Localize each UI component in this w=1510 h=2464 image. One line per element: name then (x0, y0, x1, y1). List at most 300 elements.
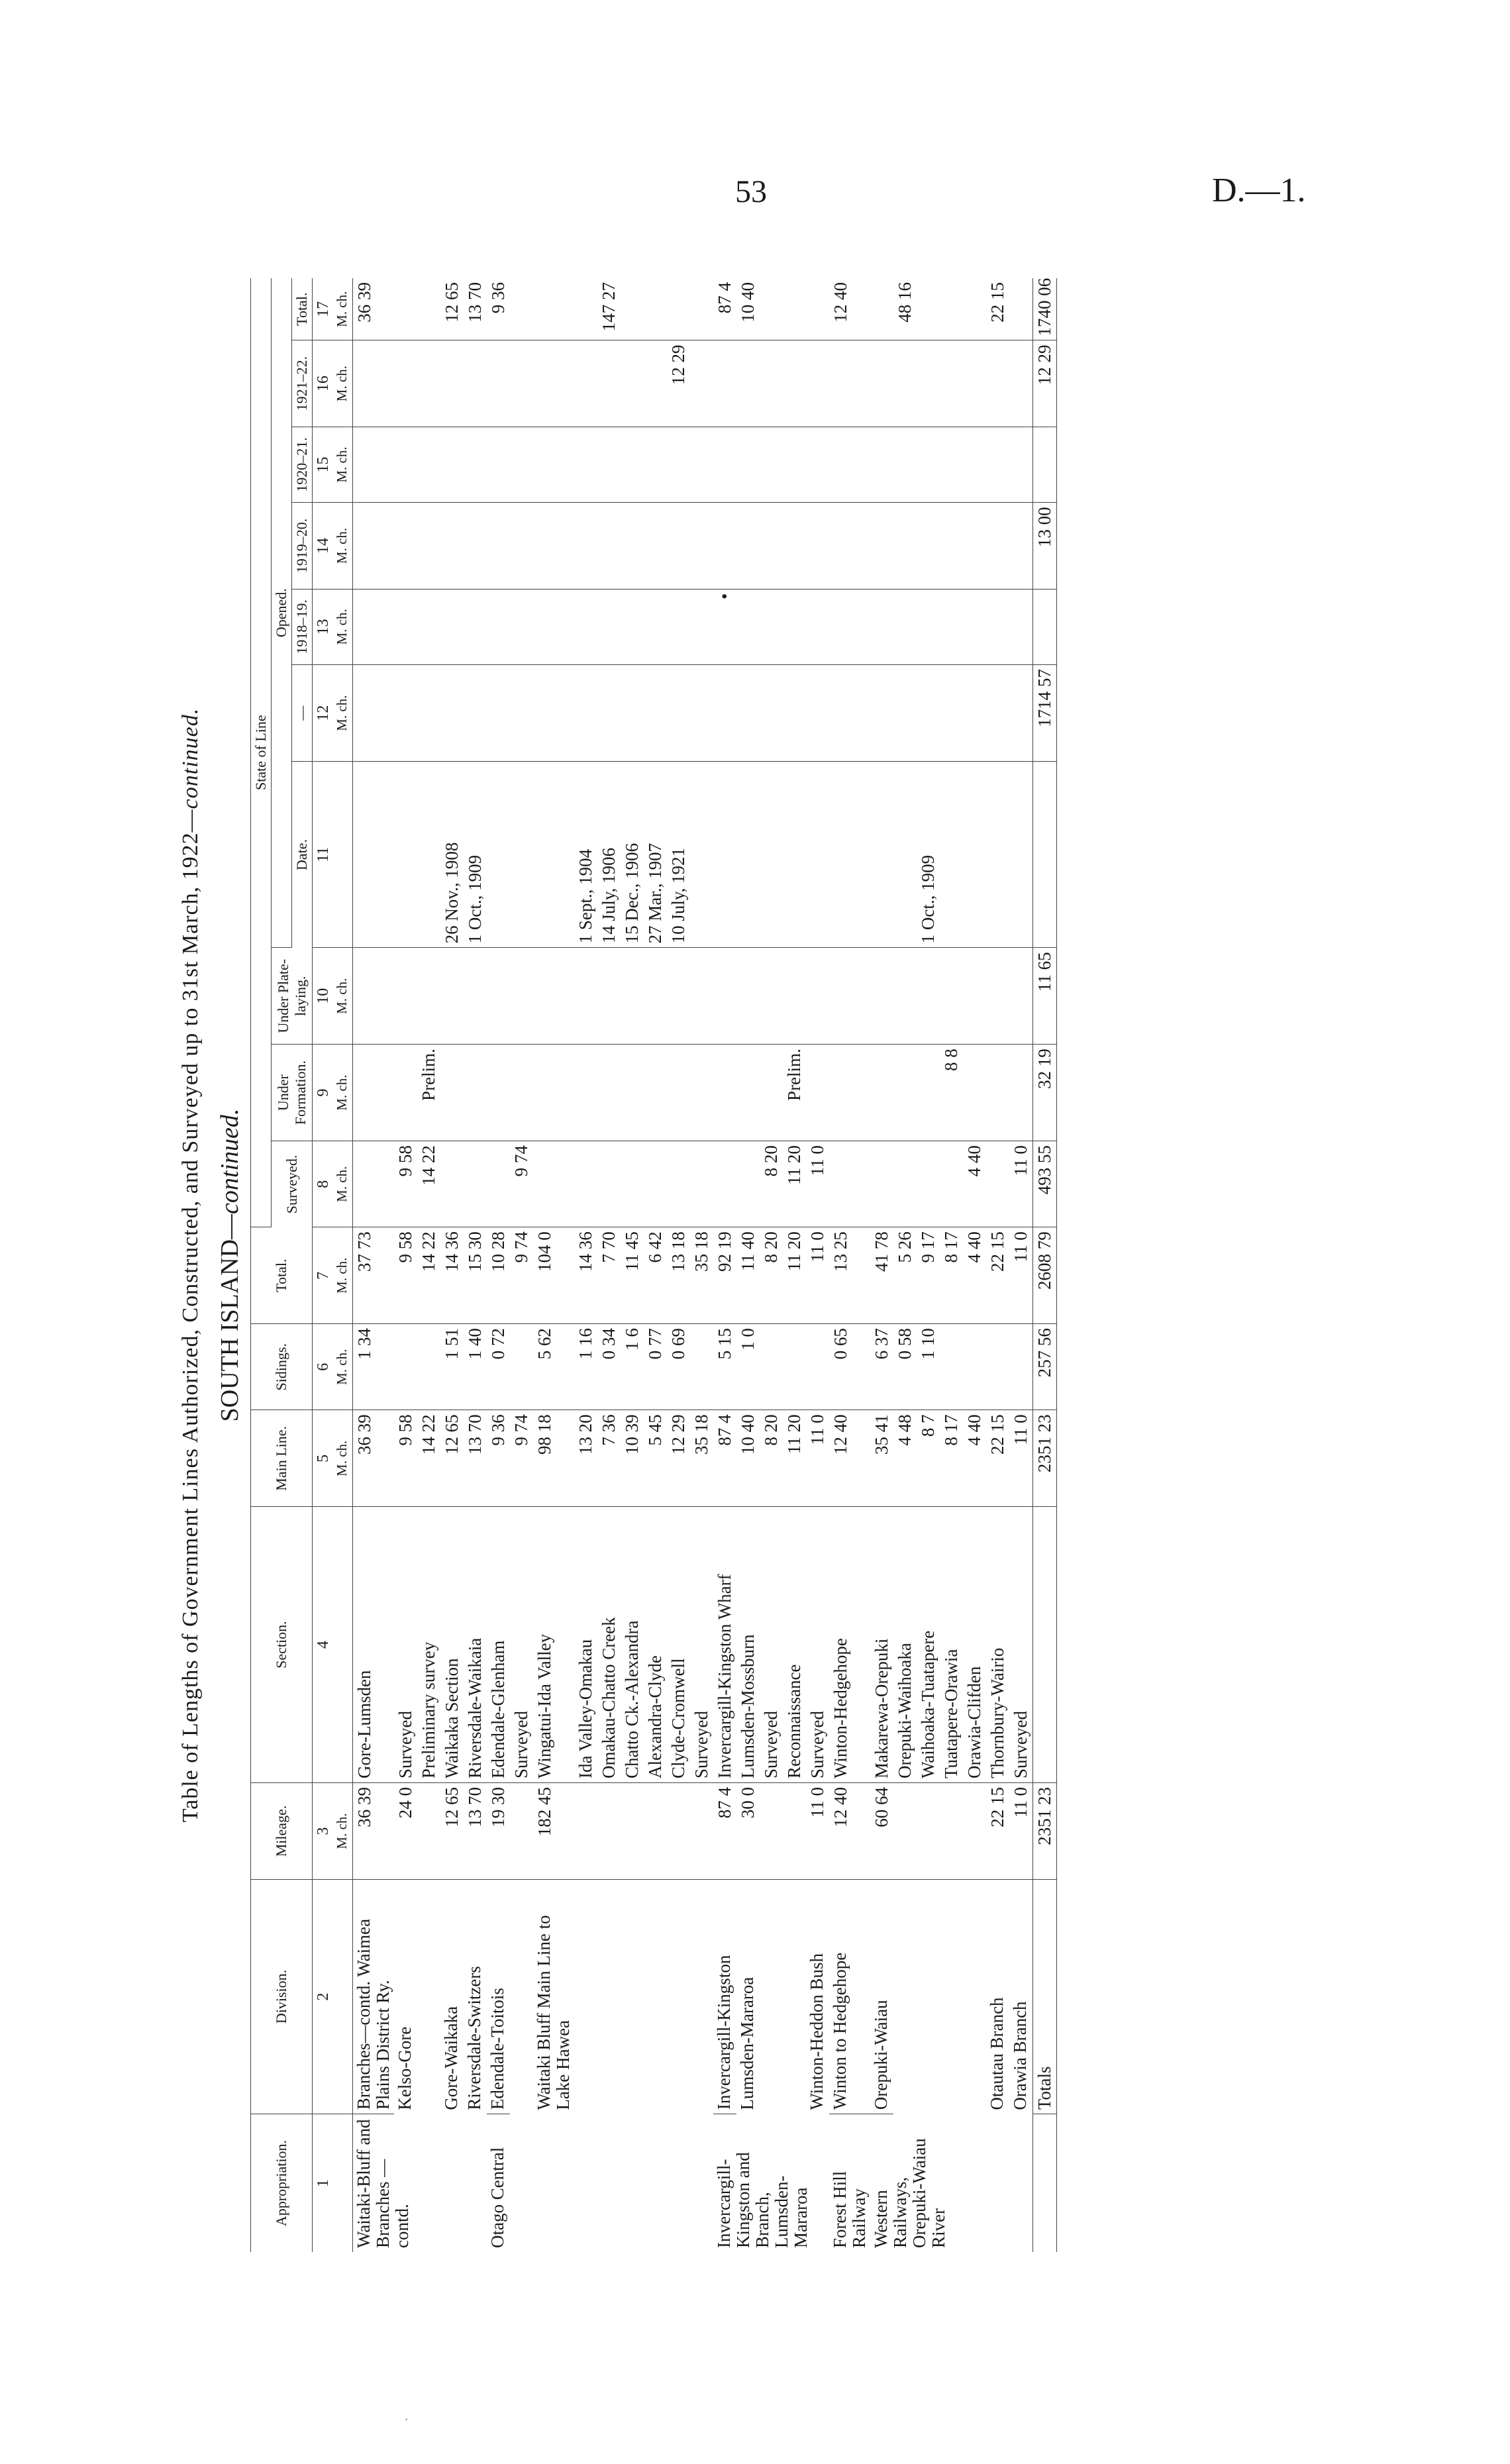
date-cell: 1 Oct., 1909 (464, 762, 487, 948)
main-line-cell: 10 40 (736, 1410, 760, 1507)
section-cell: Invercargill-Kingston Wharf (713, 1507, 736, 1783)
surveyed-cell (597, 1141, 621, 1227)
under-formation-cell (487, 1045, 510, 1141)
totals-1918 (1033, 589, 1057, 665)
table-title-main: Table of Lengths of Government Lines Authorized, Constructed, and Surveyed up to 31st March, 1922— (178, 809, 203, 1823)
section-cell: Tuatapere-Orawia (940, 1507, 963, 1783)
division-cell (597, 1879, 621, 2114)
table-row (940, 278, 963, 2252)
totals-row (1033, 278, 1057, 2252)
date-cell: 15 Dec., 1906 (621, 762, 644, 948)
opened-1918-cell (574, 589, 597, 665)
section-cell: Surveyed (510, 1507, 533, 1783)
sidings-cell: 1 16 (574, 1324, 597, 1410)
total-opened-cell: 22 15 (986, 278, 1009, 340)
section-cell: Preliminary survey (417, 1507, 440, 1783)
main-line-cell: 13 20 (574, 1410, 597, 1507)
mileage-cell (893, 1783, 917, 1880)
surveyed-cell (644, 1141, 667, 1227)
table-row (353, 278, 395, 2252)
total-cell: 37 73 (353, 1227, 395, 1324)
under-formation-cell (806, 1045, 829, 1141)
opened-1919-cell (574, 503, 597, 589)
opened-cell (829, 665, 870, 762)
header-dash: — (292, 665, 313, 762)
table-row (783, 278, 806, 2252)
section-cell: Surveyed (690, 1507, 713, 1783)
surveyed-cell: 4 40 (963, 1141, 986, 1227)
opened-1920-cell (464, 427, 487, 503)
total-opened-cell (621, 278, 644, 340)
opened-1919-cell (487, 503, 510, 589)
under-formation-cell (394, 1045, 417, 1141)
header-sidings: Sidings. (251, 1324, 313, 1410)
total-cell: 8 17 (940, 1227, 963, 1324)
opened-1919-cell (917, 503, 940, 589)
total-opened-cell: 147 27 (597, 278, 621, 340)
under-formation-cell: Prelim. (783, 1045, 806, 1141)
mileage-cell: 12 65 (440, 1783, 464, 1880)
division-cell (760, 1879, 783, 2114)
under-platelaying-cell (917, 948, 940, 1045)
opened-cell (464, 665, 487, 762)
under-platelaying-cell (829, 948, 870, 1045)
division-cell (783, 1879, 806, 2114)
mileage-cell: 30 0 (736, 1783, 760, 1880)
page-number: 53 (735, 174, 767, 209)
table-row (533, 278, 574, 2252)
opened-1921-cell: 12 29 (667, 340, 690, 427)
header-1918: 1918–19. (292, 589, 313, 665)
total-opened-cell: 10 40 (736, 278, 760, 340)
sidings-cell: 0 34 (597, 1324, 621, 1410)
mileage-cell: 12 40 (829, 1783, 870, 1880)
total-cell: 7 70 (597, 1227, 621, 1324)
opened-1919-cell (621, 503, 644, 589)
main-line-cell: 36 39 (353, 1410, 395, 1507)
total-opened-cell: 9 36 (487, 278, 510, 340)
column-number: 16 M. ch. (313, 340, 353, 427)
total-cell: 22 15 (986, 1227, 1009, 1324)
opened-1921-cell (690, 340, 713, 427)
header-under-formation: Under Formation. (272, 1045, 313, 1141)
table-row (760, 278, 783, 2252)
opened-1919-cell (713, 503, 736, 589)
surveyed-cell (487, 1141, 510, 1227)
header-1920: 1920–21. (292, 427, 313, 503)
total-cell: 14 22 (417, 1227, 440, 1324)
section-cell: Omakau-Chatto Creek (597, 1507, 621, 1783)
date-cell (829, 762, 870, 948)
opened-1919-cell (940, 503, 963, 589)
surveyed-cell: 9 74 (510, 1141, 533, 1227)
date-cell (736, 762, 760, 948)
division-cell (917, 1879, 940, 2114)
division-cell: Otautau Branch (987, 1997, 1007, 2110)
sidings-cell (510, 1324, 533, 1410)
opened-1921-cell (574, 340, 597, 427)
total-cell: 11 0 (806, 1227, 829, 1324)
column-number: 13 M. ch. (313, 589, 353, 665)
total-opened-cell: 48 16 (893, 278, 917, 340)
mileage-cell: 36 39 (353, 1783, 395, 1880)
total-cell: 6 42 (644, 1227, 667, 1324)
under-platelaying-cell (690, 948, 713, 1045)
totals-surveyed: 493 55 (1033, 1141, 1057, 1227)
opened-cell (963, 665, 986, 762)
under-formation-cell (644, 1045, 667, 1141)
opened-1921-cell (417, 340, 440, 427)
opened-1918-cell (621, 589, 644, 665)
opened-cell (533, 665, 574, 762)
under-platelaying-cell (783, 948, 806, 1045)
totals-opened: 1714 57 (1033, 665, 1057, 762)
opened-1921-cell (621, 340, 644, 427)
table-row (440, 278, 464, 2252)
appropriation-cell: Waitaki-Bluff and Branches —contd. (354, 2119, 412, 2248)
opened-1918-cell (986, 589, 1009, 665)
table-row (893, 278, 917, 2252)
mileage-cell (417, 1783, 440, 1880)
division-cell (940, 1879, 963, 2114)
opened-cell (893, 665, 917, 762)
opened-1920-cell (760, 427, 783, 503)
under-platelaying-cell (893, 948, 917, 1045)
opened-1920-cell (667, 427, 690, 503)
under-formation-cell (986, 1045, 1009, 1141)
section-cell: Surveyed (806, 1507, 829, 1783)
surveyed-cell (574, 1141, 597, 1227)
surveyed-cell (690, 1141, 713, 1227)
mileage-cell: 11 0 (806, 1783, 829, 1880)
table-row (574, 278, 597, 2252)
sidings-cell: 0 65 (829, 1324, 870, 1410)
header-date: Date. (292, 762, 313, 948)
under-platelaying-cell (353, 948, 395, 1045)
sidings-cell: 1 6 (621, 1324, 644, 1410)
appropriation-cell: Western Railways, Orepuki-Waiau River (871, 2138, 948, 2248)
main-line-cell: 8 17 (940, 1410, 963, 1507)
sidings-cell (940, 1324, 963, 1410)
table-row (394, 278, 417, 2252)
total-opened-cell: 13 70 (464, 278, 487, 340)
division-cell: Riversdale-Switzers (464, 1966, 484, 2110)
table-row (464, 278, 487, 2252)
header-opened: Opened. (272, 278, 292, 948)
mileage-cell (667, 1783, 690, 1880)
section-cell: Alexandra-Clyde (644, 1507, 667, 1783)
under-platelaying-cell (736, 948, 760, 1045)
main-line-cell: 22 15 (986, 1410, 1009, 1507)
sidings-cell (806, 1324, 829, 1410)
surveyed-cell (829, 1141, 870, 1227)
opened-1921-cell (940, 340, 963, 427)
mileage-cell (644, 1783, 667, 1880)
section-cell: Orepuki-Waihoaka (893, 1507, 917, 1783)
table-subtitle-continued: continued. (216, 1108, 244, 1214)
date-cell (533, 762, 574, 948)
main-line-cell: 12 40 (829, 1410, 870, 1507)
opened-1921-cell (1009, 340, 1033, 427)
sidings-cell: 5 15 (713, 1324, 736, 1410)
main-line-cell: 11 0 (1009, 1410, 1033, 1507)
division-cell (644, 1879, 667, 2114)
opened-1919-cell (394, 503, 417, 589)
opened-cell (394, 665, 417, 762)
opened-1918-cell (417, 589, 440, 665)
mileage-cell (621, 1783, 644, 1880)
date-cell (760, 762, 783, 948)
opened-1918-cell (870, 589, 893, 665)
opened-1918-cell (829, 589, 870, 665)
header-under-platelaying: Under Plate-laying. (272, 948, 313, 1045)
under-formation-cell (1009, 1045, 1033, 1141)
mileage-cell (940, 1783, 963, 1880)
opened-1919-cell (986, 503, 1009, 589)
column-number: 15 M. ch. (313, 427, 353, 503)
under-formation-cell: Prelim. (417, 1045, 440, 1141)
totals-blank (1033, 2114, 1057, 2252)
section-cell: Waikaka Section (440, 1507, 464, 1783)
opened-cell (440, 665, 464, 762)
total-opened-cell: 36 39 (353, 278, 395, 340)
section-cell: Clyde-Cromwell (667, 1507, 690, 1783)
column-number: 3 M. ch. (313, 1783, 353, 1880)
opened-1919-cell (829, 503, 870, 589)
sidings-cell (690, 1324, 713, 1410)
under-platelaying-cell (806, 948, 829, 1045)
under-platelaying-cell (487, 948, 510, 1045)
date-cell: 10 July, 1921 (667, 762, 690, 948)
sidings-cell (986, 1324, 1009, 1410)
opened-cell (690, 665, 713, 762)
opened-cell (713, 665, 736, 762)
opened-1919-cell (667, 503, 690, 589)
section-cell: Chatto Ck.-Alexandra (621, 1507, 644, 1783)
opened-cell (510, 665, 533, 762)
total-cell: 14 36 (574, 1227, 597, 1324)
main-line-cell: 11 20 (783, 1410, 806, 1507)
total-opened-cell: 12 65 (440, 278, 464, 340)
totals-total: 2608 79 (1033, 1227, 1057, 1324)
opened-cell (487, 665, 510, 762)
opened-cell (986, 665, 1009, 762)
stray-mark: · (404, 2411, 409, 2428)
sidings-cell: 0 69 (667, 1324, 690, 1410)
total-cell: 92 19 (713, 1227, 736, 1324)
opened-1919-cell (597, 503, 621, 589)
date-cell: 26 Nov., 1908 (440, 762, 464, 948)
table-row (806, 278, 829, 2252)
opened-1920-cell (783, 427, 806, 503)
division-cell (690, 1879, 713, 2114)
section-cell: Reconnaissance (783, 1507, 806, 1783)
under-platelaying-cell (986, 948, 1009, 1045)
opened-cell (597, 665, 621, 762)
totals-1920 (1033, 427, 1057, 503)
header-main-line: Main Line. (251, 1410, 313, 1507)
division-cell: Winton-Heddon Bush (807, 1953, 827, 2110)
total-opened-cell (963, 278, 986, 340)
surveyed-cell (533, 1141, 574, 1227)
opened-1918-cell (464, 589, 487, 665)
total-cell: 11 40 (736, 1227, 760, 1324)
under-formation-cell (621, 1045, 644, 1141)
opened-1918-cell (940, 589, 963, 665)
column-number: 6 M. ch. (313, 1324, 353, 1410)
opened-1921-cell (783, 340, 806, 427)
section-cell: Winton-Hedgehope (829, 1507, 870, 1783)
under-platelaying-cell (1009, 948, 1033, 1045)
total-opened-cell (417, 278, 440, 340)
opened-1919-cell (736, 503, 760, 589)
total-cell: 9 74 (510, 1227, 533, 1324)
opened-1918-cell (353, 589, 395, 665)
surveyed-cell (464, 1141, 487, 1227)
under-formation-cell (870, 1045, 893, 1141)
main-line-cell: 35 41 (870, 1410, 893, 1507)
opened-1920-cell (440, 427, 464, 503)
under-platelaying-cell (963, 948, 986, 1045)
table-row (829, 278, 870, 2252)
opened-1918-cell: • (713, 589, 736, 665)
opened-1920-cell (690, 427, 713, 503)
mileage-cell (510, 1783, 533, 1880)
mileage-cell (597, 1783, 621, 1880)
column-number: 4 (313, 1507, 353, 1783)
table-row (417, 278, 440, 2252)
table-row (597, 278, 621, 2252)
totals-under-platelaying: 11 65 (1033, 948, 1057, 1045)
opened-1920-cell (597, 427, 621, 503)
under-platelaying-cell (940, 948, 963, 1045)
surveyed-cell: 9 58 (394, 1141, 417, 1227)
column-number-row (313, 278, 353, 2252)
opened-1920-cell (870, 427, 893, 503)
division-cell (417, 1879, 440, 2114)
opened-cell (917, 665, 940, 762)
section-cell: Waihoaka-Tuatapere (917, 1507, 940, 1783)
under-formation-cell (963, 1045, 986, 1141)
total-opened-cell (917, 278, 940, 340)
mileage-cell: 24 0 (394, 1783, 417, 1880)
table-row (487, 278, 510, 2252)
under-platelaying-cell (440, 948, 464, 1045)
totals-label: Totals (1033, 1879, 1057, 2114)
sidings-cell: 5 62 (533, 1324, 574, 1410)
main-line-cell: 5 45 (644, 1410, 667, 1507)
appropriation-cell: Forest Hill Railway (830, 2171, 869, 2248)
opened-1918-cell (394, 589, 417, 665)
under-formation-cell (464, 1045, 487, 1141)
sidings-cell: 0 58 (893, 1324, 917, 1410)
column-number: 12 M. ch. (313, 665, 353, 762)
under-formation-cell (597, 1045, 621, 1141)
main-line-cell: 7 36 (597, 1410, 621, 1507)
date-cell: 1 Sept., 1904 (574, 762, 597, 948)
opened-1919-cell (783, 503, 806, 589)
date-cell: 27 Mar., 1907 (644, 762, 667, 948)
opened-1918-cell (667, 589, 690, 665)
lines-table (250, 278, 1057, 2252)
mileage-cell: 87 4 (713, 1783, 736, 1880)
opened-cell (806, 665, 829, 762)
opened-1920-cell (963, 427, 986, 503)
opened-cell (621, 665, 644, 762)
date-cell (487, 762, 510, 948)
table-subtitle (209, 278, 250, 2252)
opened-1920-cell (533, 427, 574, 503)
opened-1918-cell (597, 589, 621, 665)
header-total-opened: Total. (292, 278, 313, 340)
opened-cell (1009, 665, 1033, 762)
totals-date (1033, 762, 1057, 948)
mileage-cell: 13 70 (464, 1783, 487, 1880)
column-number: 2 (313, 1879, 353, 2114)
total-cell: 11 20 (783, 1227, 806, 1324)
opened-1920-cell (986, 427, 1009, 503)
sidings-cell: 1 40 (464, 1324, 487, 1410)
table-title-continued: continued. (178, 707, 203, 809)
opened-1920-cell (1009, 427, 1033, 503)
section-cell: Wingatui-Ida Valley (533, 1507, 574, 1783)
surveyed-cell (893, 1141, 917, 1227)
total-cell: 41 78 (870, 1227, 893, 1324)
surveyed-cell (917, 1141, 940, 1227)
sidings-cell (394, 1324, 417, 1410)
table-row (963, 278, 986, 2252)
table-subtitle-main: SOUTH ISLAND— (216, 1213, 244, 1422)
date-cell (870, 762, 893, 948)
column-number: 7 M. ch. (313, 1227, 353, 1324)
division-cell: Orawia Branch (1010, 2001, 1030, 2110)
division-cell (667, 1879, 690, 2114)
opened-cell (870, 665, 893, 762)
section-cell: Gore-Lumsden (353, 1507, 395, 1783)
division-cell (963, 1879, 986, 2114)
total-cell: 15 30 (464, 1227, 487, 1324)
opened-1920-cell (736, 427, 760, 503)
surveyed-cell (440, 1141, 464, 1227)
opened-1921-cell (963, 340, 986, 427)
opened-1919-cell (644, 503, 667, 589)
date-cell (417, 762, 440, 948)
under-platelaying-cell (464, 948, 487, 1045)
total-cell: 11 45 (621, 1227, 644, 1324)
opened-1920-cell (940, 427, 963, 503)
opened-cell (760, 665, 783, 762)
surveyed-cell: 11 0 (1009, 1141, 1033, 1227)
total-cell: 5 26 (893, 1227, 917, 1324)
total-cell: 9 58 (394, 1227, 417, 1324)
division-cell: Waitaki Bluff Main Line to Lake Hawea (534, 1915, 573, 2110)
main-line-cell: 9 58 (394, 1410, 417, 1507)
total-opened-cell (806, 278, 829, 340)
under-formation-cell (736, 1045, 760, 1141)
date-cell (963, 762, 986, 948)
under-formation-cell (667, 1045, 690, 1141)
under-formation-cell (353, 1045, 395, 1141)
opened-1921-cell (440, 340, 464, 427)
opened-1920-cell (829, 427, 870, 503)
opened-1918-cell (440, 589, 464, 665)
opened-1918-cell (533, 589, 574, 665)
opened-1920-cell (621, 427, 644, 503)
surveyed-cell (713, 1141, 736, 1227)
sidings-cell (417, 1324, 440, 1410)
opened-cell (574, 665, 597, 762)
total-opened-cell (690, 278, 713, 340)
